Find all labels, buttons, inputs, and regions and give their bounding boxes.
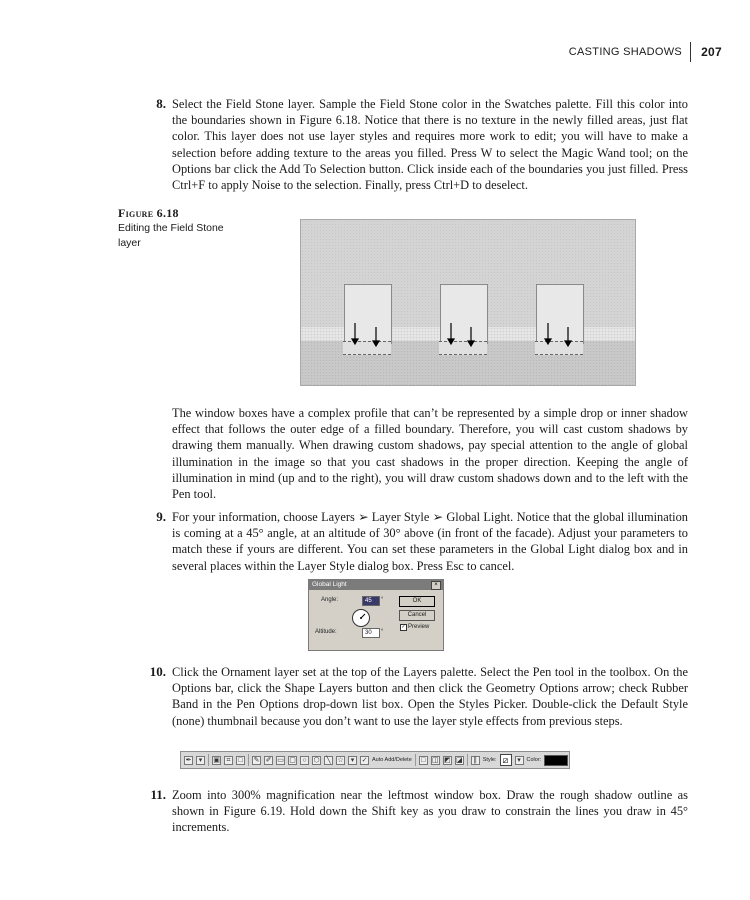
step-11-text: Zoom into 300% magnification near the leftmost window box. Draw the rough shadow outline as shown in Figure 6.19. Hold down the Shift key as you draw to constrain the lines you draw in 45° increments. [172,788,688,835]
altitude-label: Altitude: [315,629,337,635]
pen-icon[interactable]: ✎ [253,756,260,764]
auto-add-delete-checkbox[interactable]: ✓ [361,756,368,764]
altitude-degree: ° [381,629,384,635]
rectangle-icon[interactable]: ▭ [277,756,284,764]
angle-dial[interactable] [352,609,370,627]
preview-checkbox[interactable]: ✓ [401,624,406,630]
figure-label: Figure 6.18 [118,206,179,220]
subtract-shape-icon[interactable]: ◫ [431,756,439,764]
close-icon[interactable]: × [431,581,441,590]
step-11-number: 11. [150,787,166,802]
link-icon[interactable]: ∥ [471,756,480,765]
angle-degree: ° [381,597,384,603]
arrow-down-icon [448,339,454,344]
step-10-text: Click the Ornament layer set at the top of the Layers palette. Select the Pen tool in the toolbox. On the Options bar, click the Shape Layers button and then click the Geometry Options arrow; check Rubber Band in the Pen Options drop-down list box. Open the Styles Picker. Double-click the Default Style (none) thumbnail because you don’t want to use the layer style effects from previous steps. [172,665,688,728]
pen-options-bar [180,751,570,769]
separator [208,754,209,766]
step-9-number: 9. [156,509,166,524]
angle-input[interactable]: 45 [362,596,380,606]
line-icon[interactable]: ╲ [324,756,333,765]
freeform-pen-icon[interactable]: ✐ [265,756,272,764]
ok-button[interactable]: OK [399,596,435,607]
body-paragraph: The window boxes have a complex profile that can’t be represented by a simple drop or inner shadow effect that follows the outer edge of a filled boundary. Therefore, you will cast custom shadows by drawing them manually. When drawing custom shadows, pay special attention to the angle of global illumination in the image so that you cast shadows in the proper direction. Keeping the angle of illumination in mind (up and to the right), you will draw custom shadows down and to the left with the Pen tool. [172,406,688,502]
auto-add-delete-label: Auto Add/Delete [372,757,412,763]
figure-6-18-image [300,219,636,386]
paths-icon[interactable]: ⌗ [224,756,233,765]
separator [248,754,249,766]
style-label: Style: [482,757,497,763]
add-to-shape-icon[interactable]: □ [419,756,428,765]
preview-label: Preview [408,624,430,630]
step-9-text: For your information, choose Layers ➢ Layer Style ➢ Global Light. Notice that the global illumination is coming at a 45° angle, at an altitude of 30° above (in front of the facade). Adjust your parameters to match these if yours are different. You can set these parameters in the Global Light dialog box and in several places within the Layer Style dialog box. Press Esc to cancel. [172,510,688,573]
cancel-button[interactable]: Cancel [399,610,435,621]
running-header [569,42,722,62]
figure-caption [118,206,238,251]
arrow-down-icon [352,339,358,344]
rounded-rectangle-icon[interactable]: ▢ [289,756,296,764]
section-title: CASTING SHADOWS [568,46,683,58]
dialog-title: Global Light [312,581,347,588]
step-8-number: 8. [156,96,166,111]
intersect-shape-icon[interactable]: ◩ [443,756,451,764]
ellipse-icon[interactable]: ○ [300,756,309,765]
geometry-options-arrow-icon[interactable]: ▾ [348,756,357,765]
shape-layers-icon[interactable]: ▣ [213,756,220,764]
step-10-number: 10. [149,664,166,679]
color-label: Color: [526,757,542,763]
exclude-shape-icon[interactable]: ◪ [455,756,463,764]
pen-tool-preset-icon[interactable]: ✒ [185,756,192,764]
altitude-input[interactable]: 30 [362,628,380,638]
page-number: 207 [701,45,722,59]
styles-picker[interactable]: ⧄ [500,754,512,766]
angle-label: Angle: [321,597,339,603]
figure-caption-text: Editing the Field Stone layer [118,222,224,249]
color-swatch[interactable] [544,755,568,766]
arrow-down-icon [565,341,571,346]
separator [467,754,468,766]
styles-picker-arrow-icon[interactable]: ▾ [515,756,524,765]
arrow-down-icon [468,341,474,346]
tool-preset-arrow-icon[interactable]: ▾ [196,756,205,765]
arrow-down-icon [373,341,379,346]
arrow-down-icon [545,339,551,344]
separator [415,754,416,766]
step-8-text: Select the Field Stone layer. Sample the Field Stone color in the Swatches palette. Fill this color into the boundaries shown in Figure 6.18. Notice that there is no texture in the newly filled areas, just flat color. This layer does not use layer styles and requires more work to edit; you will have to make a selection before adding texture to the areas you filled. Press W to select the Magic Wand tool; on the Options bar click the Add To Selection button. Click inside each of the boundaries you just filled. Press Ctrl+F to apply Noise to the selection. Finally, press Ctrl+D to deselect. [172,97,688,193]
global-light-dialog [308,579,444,651]
dial-indicator-icon [353,610,369,626]
custom-shape-icon[interactable]: ☆ [337,756,344,764]
polygon-icon[interactable]: ⬡ [313,756,320,764]
arrow-overlay [301,220,635,385]
dialog-titlebar [309,580,443,590]
fill-pixels-icon[interactable]: □ [236,756,245,765]
